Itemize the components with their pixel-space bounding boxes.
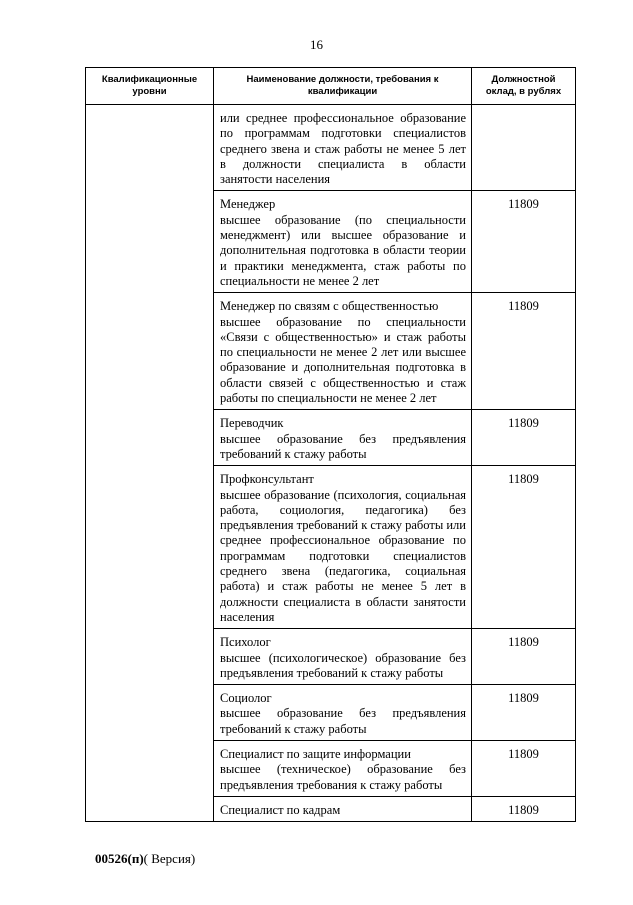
position-title: Профконсультант [220, 472, 314, 487]
table-row [86, 105, 576, 191]
position-requirements: высшее образование (по специальности менеджмент) или высшее образование и дополнительная подготовка в области теории и практики менеджмента, стаж работы по специальности не менее 2 лет [220, 212, 466, 288]
salary-cell: 11809 [472, 740, 576, 796]
requirements-cell [214, 410, 472, 466]
position-requirements: или среднее профессиональное образование по программам подготовки специалистов среднего звена и стаж работы не менее 5 лет в должности специалиста в области занятости населения [220, 111, 466, 187]
position-requirements: высшее образование по специальности «Связи с общественностью» и стаж работы по специальности не менее 2 лет или высшее образование и дополнительная подготовка в области связей с общественностью и стаж работы по специальности не менее 2 лет [220, 314, 466, 406]
document-code-number: 00526(п) [95, 851, 144, 866]
position-requirements: высшее (техническое) образование без предъявления требования к стажу работы [220, 762, 466, 792]
position-requirements: высшее образование (психология, социальная работа, социология, педагогика) без предъявления требований к стажу работы или среднее профессиональное образование по программам подготовки специалистов среднего звена (педагогика, социальная работа) и стаж работы не менее 5 лет в должности специалиста в области занятости населения [220, 487, 466, 624]
document-version: ( Версия) [143, 851, 196, 866]
qualification-level-cell [86, 105, 214, 822]
salary-cell: 11809 [472, 293, 576, 410]
salary-cell: 11809 [472, 466, 576, 629]
requirements-cell [214, 629, 472, 685]
requirements-cell [214, 740, 472, 796]
document-code [95, 851, 195, 867]
header-position-requirements: Наименование должности, требования к квалификации [214, 68, 472, 105]
qualification-table [85, 67, 576, 822]
header-qualification-levels: Квалификационные уровни [86, 68, 214, 105]
position-requirements: высшее образование без предъявления требований к стажу работы [220, 706, 466, 736]
page-number: 16 [310, 37, 323, 52]
requirements-cell [214, 466, 472, 629]
position-requirements: высшее (психологическое) образование без предъявления требований к стажу работы [220, 650, 466, 680]
salary-cell: 11809 [472, 685, 576, 741]
position-title: Социолог [220, 691, 272, 706]
position-title: Менеджер [220, 197, 276, 212]
salary-cell: 11809 [472, 629, 576, 685]
requirements-cell [214, 191, 472, 293]
position-requirements: высшее образование без предъявления требований к стажу работы [220, 431, 466, 461]
position-title: Специалист по защите информации [220, 746, 411, 761]
position-title: Переводчик [220, 416, 284, 431]
requirements-cell [214, 105, 472, 191]
position-title: Менеджер по связям с общественностью [220, 299, 439, 314]
requirements-cell [214, 293, 472, 410]
salary-cell: 11809 [472, 796, 576, 821]
salary-cell: 11809 [472, 191, 576, 293]
requirements-cell [214, 796, 472, 821]
requirements-cell [214, 685, 472, 741]
salary-cell: 11809 [472, 410, 576, 466]
salary-cell [472, 105, 576, 191]
table-header-row [86, 68, 576, 105]
header-salary: Должностной оклад, в рублях [472, 68, 576, 105]
position-title: Психолог [220, 635, 271, 650]
position-title: Специалист по кадрам [220, 802, 341, 817]
